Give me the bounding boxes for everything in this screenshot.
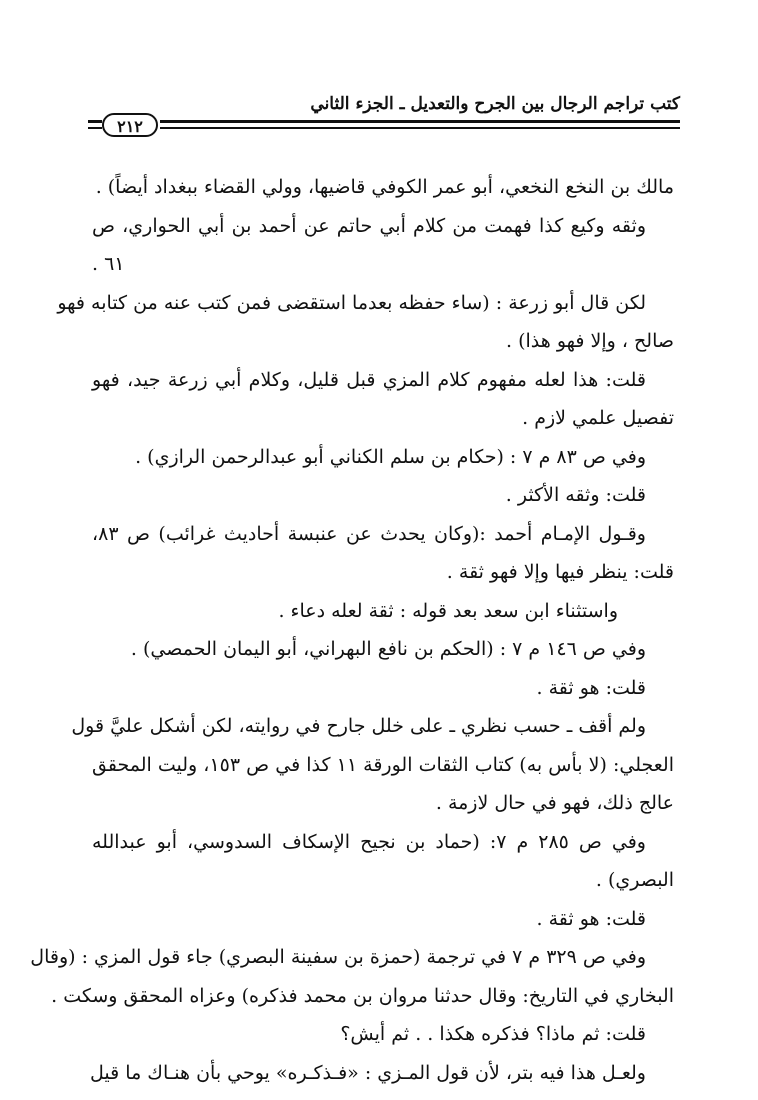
- text-line: تفصيل علمي لازم .: [522, 407, 674, 429]
- text-line: قلت: هذا لعله مفهوم كلام المزي قبل قليل، وكلام أبي زرعة جيد، فهو: [92, 368, 646, 391]
- text-line: البخاري في التاريخ: وقال حدثنا مروان بن محمد فذكره) وعزاه المحقق وسكت .: [51, 984, 674, 1007]
- page-body: [30, 168, 674, 1092]
- book-title: كتب تراجم الرجال بين الجرح والتعديل ـ الجزء الثاني: [310, 94, 680, 114]
- text-line: العجلي: (لا بأس به) كتاب الثقات الورقة ١١ كذا في ص ١٥٣، وليت المحقق: [92, 753, 674, 776]
- text-line: ولعـل هذا فيه بتر، لأن قول المـزي : «فـذكـره» يوحي بأن هنـاك ما قيل: [90, 1061, 646, 1084]
- text-line: واستثناء ابن سعد بعد قوله : ثقة لعله دعاء .: [278, 599, 618, 622]
- header-rule-left-top: [88, 120, 102, 123]
- text-line: قلت: وثقه الأكثر .: [505, 484, 646, 506]
- text-line: وفي ص ٣٢٩ م ٧ في ترجمة (حمزة بن سفينة البصري) جاء قول المزي : (وقال: [30, 946, 646, 968]
- text-line: صالح ، وإلا فهو هذا) .: [506, 330, 674, 352]
- text-line: مالك بن النخع النخعي، أبو عمر الكوفي قاضيها، وولي القضاء ببغداد أيضاً) .: [95, 176, 674, 198]
- text-line: ولم أقف ـ حسب نظري ـ على خلل جارح في روايته، لكن أشكل عليَّ قول: [71, 715, 646, 737]
- text-line: قلت: ينظر فيها وإلا فهو ثقة .: [446, 561, 674, 583]
- text-line: قلت: هو ثقة .: [536, 907, 646, 930]
- header-rule-left-bottom: [88, 127, 102, 129]
- text-line: لكن قال أبو زرعة : (ساء حفظه بعدما استقضى فمن كتب عنه من كتابه فهو: [57, 291, 646, 314]
- text-line: وفي ص ٢٨٥ م ٧: (حماد بن نجيح الإسكاف السدوسي، أبو عبدالله: [92, 830, 646, 853]
- text-line: وقـول الإمـام أحمد :(وكان يحدث عن عنبسة أحاديث غرائب) ص ٨٣،: [92, 522, 646, 545]
- page-number: ٢١٢: [102, 113, 158, 137]
- text-line: قلت: ثم ماذا؟ فذكره هكذا . . ثم أيش؟: [340, 1023, 646, 1045]
- header-rule-top: [160, 120, 680, 123]
- text-line: البصري) .: [595, 869, 674, 891]
- text-line: وفي ص ١٤٦ م ٧ : (الحكم بن نافع البهراني، أبو اليمان الحمصي) .: [130, 638, 646, 660]
- text-line: وثقه وكيع كذا فهمت من كلام أبي حاتم عن أحمد بن أبي الحواري، ص: [92, 214, 646, 237]
- running-header: [88, 94, 680, 142]
- header-rule-bottom: [160, 127, 680, 129]
- text-line: قلت: هو ثقة .: [536, 676, 646, 699]
- text-line: وفي ص ٨٣ م ٧ : (حكام بن سلم الكناني أبو عبدالرحمن الرازي) .: [135, 445, 646, 468]
- text-line: ٦١ .: [92, 253, 125, 275]
- text-line: عالج ذلك، فهو في حال لازمة .: [435, 792, 674, 814]
